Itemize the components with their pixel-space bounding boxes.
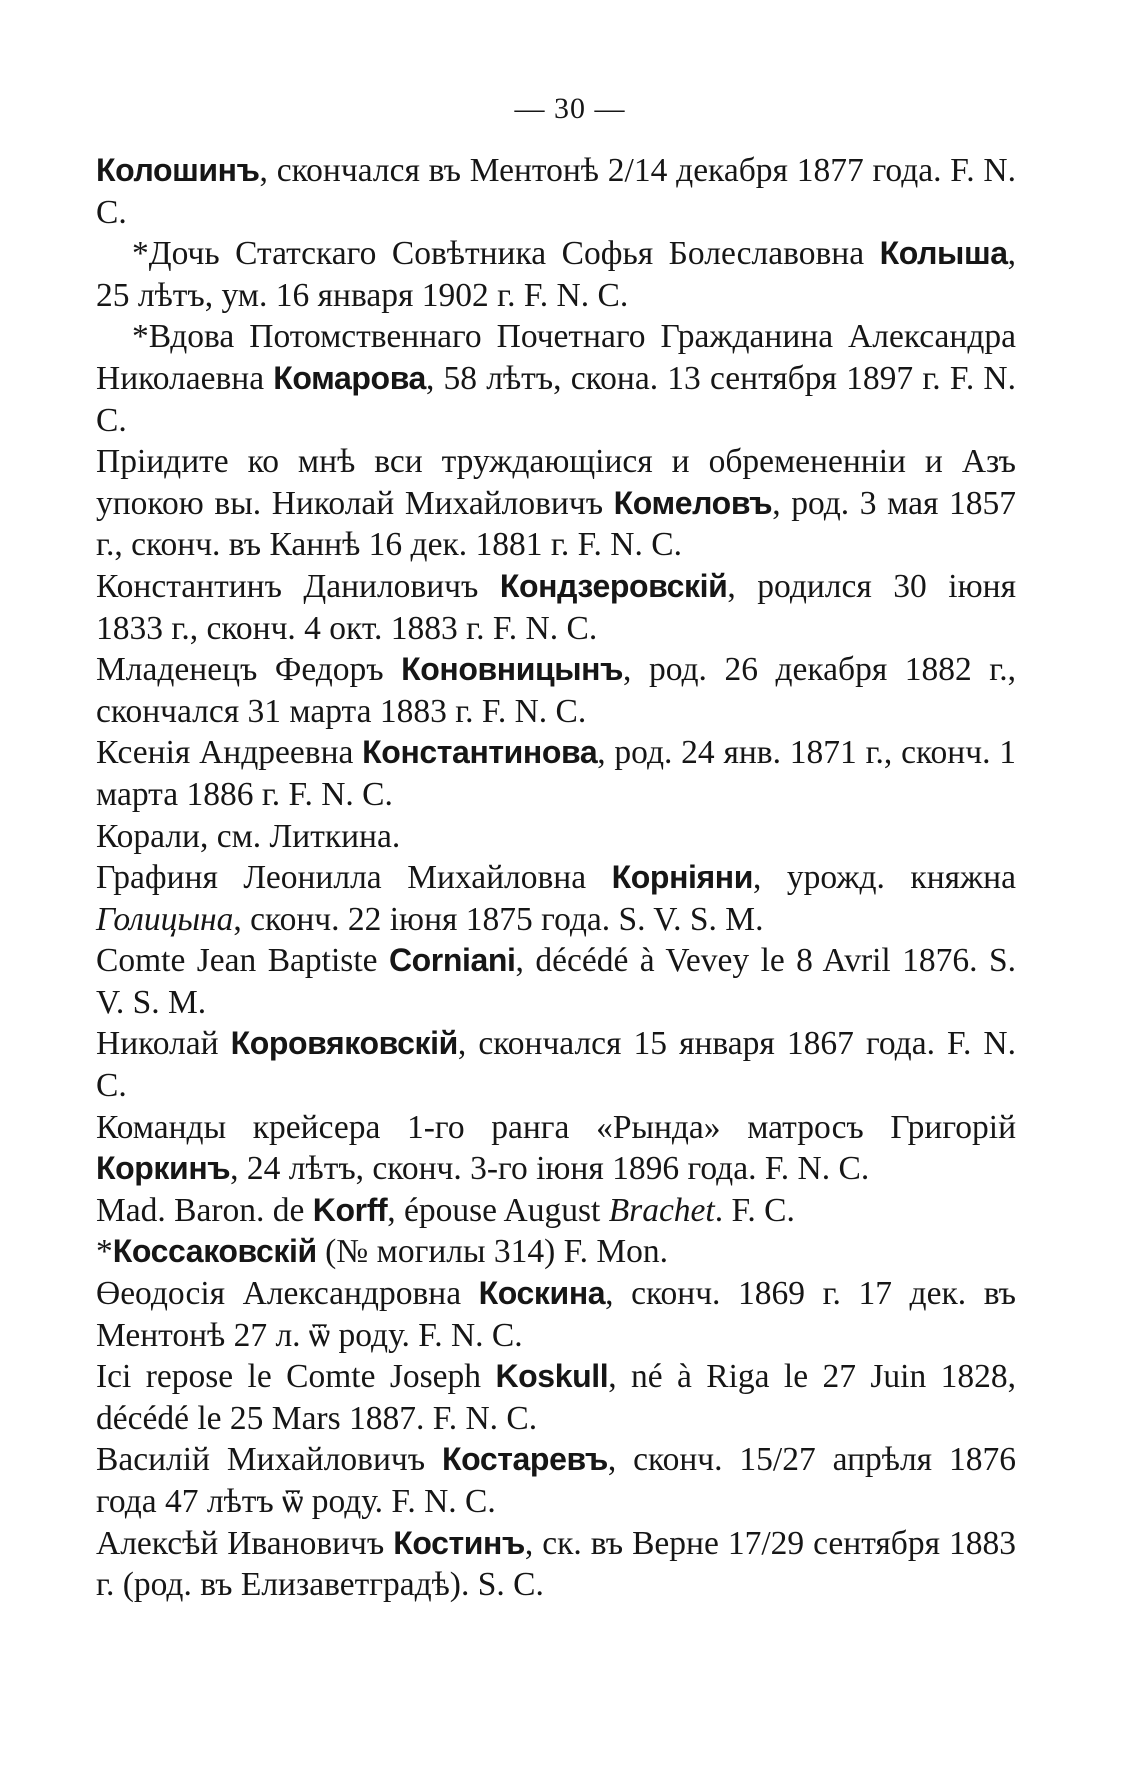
surname: Комеловъ	[613, 484, 773, 521]
entry-text: , скончался 15 января 1867 года. F. N. C.	[96, 1025, 1016, 1105]
entry-kostarev	[96, 1439, 1016, 1522]
entry-text: , 25 лѣтъ, ум. 16 января 1902 г. F. N. C.	[96, 235, 1016, 314]
entry-text: Өеодосія Александровна	[96, 1275, 479, 1313]
entry-text: Младенецъ Федоръ	[96, 651, 402, 689]
entry-kostin	[96, 1523, 1016, 1606]
entry-text: , 58 лѣтъ, скона. 13 сентября 1897 г. F. N. C.	[96, 359, 1016, 439]
surname: Костинъ	[393, 1524, 525, 1561]
entry-text: Пріидите ко мнѣ вси труждающіися и обремененніи и Азъ упокою вы. Николай Михайловичъ	[96, 443, 1016, 522]
entry-text: Ксенія Андреевна	[96, 734, 363, 772]
entry-text: , род. 24 янв. 1871 г., сконч. 1 марта 1886 г. F. N. C.	[96, 734, 1016, 813]
entry-text: , сконч. 1869 г. 17 дек. въ Ментонѣ 27 л. ѿ роду. F. N. C.	[96, 1275, 1016, 1354]
entry-text: *	[96, 1233, 113, 1271]
entry-konstantinova	[96, 732, 1016, 815]
entry-text: , сконч. 22 іюня 1875 года. S. V. S. M.	[233, 900, 764, 938]
entry-korniyani	[96, 857, 1016, 940]
entry-kolysha	[96, 233, 1016, 316]
entry-komarova	[96, 316, 1016, 441]
entry-text: , ск. въ Верне 17/29 сентября 1883 г. (род. въ Елизаветградѣ). S. C.	[96, 1524, 1016, 1604]
entry-konovnitsyn	[96, 649, 1016, 732]
entry-text: , сконч. 15/27 апрѣля 1876 года 47 лѣтъ ѿ роду. F. N. C.	[96, 1441, 1016, 1520]
entry-komelov	[96, 441, 1016, 566]
entry-text: , родился 30 іюня 1833 г., сконч. 4 окт. 1883 г. F. N. C.	[96, 567, 1016, 647]
surname: Комарова	[273, 359, 426, 396]
surname: Колыша	[879, 235, 1008, 272]
entry-koskina	[96, 1273, 1016, 1356]
surname: Korff	[312, 1191, 388, 1228]
italic-name: Голицына	[96, 900, 234, 938]
entry-text: Mad. Baron. de	[96, 1191, 313, 1229]
entry-text: , 24 лѣтъ, сконч. 3-го іюня 1896 года. F. N. C.	[230, 1150, 870, 1188]
entry-kondzerovsky	[96, 566, 1016, 649]
entry-text: , скончался въ Ментонѣ 2/14 декабря 1877 года. F. N. C.	[96, 152, 1016, 231]
entry-korovyakovsky	[96, 1023, 1016, 1106]
entry-text: . F. C.	[714, 1191, 795, 1229]
entry-korkin	[96, 1107, 1016, 1190]
entry-text: *Вдова Потомственнаго Почетнаго Гражданина Александра Николаевна	[96, 318, 1016, 397]
page-number: — 30 —	[514, 92, 626, 125]
surname: Кондзеровскій	[499, 567, 728, 604]
entry-text: Корали, см. Литкина.	[96, 817, 401, 855]
entry-text: Василій Михайловичъ	[96, 1441, 442, 1479]
entry-korff	[96, 1190, 1016, 1232]
entry-koskull	[96, 1356, 1016, 1439]
entry-text: , décédé à Vevey le 8 Avril 1876. S. V. S. M.	[96, 942, 1016, 1021]
entry-text: Ici repose le Comte Joseph	[96, 1358, 496, 1396]
surname: Koskull	[495, 1358, 609, 1395]
surname: Коркинъ	[96, 1150, 231, 1187]
surname: Корніяни	[611, 859, 753, 896]
entry-korali	[96, 816, 1016, 858]
surname: Константинова	[362, 734, 598, 771]
entry-text: Алексѣй Ивановичъ	[96, 1524, 394, 1562]
entry-kossakovsky	[96, 1231, 1016, 1273]
surname: Коскина	[478, 1275, 606, 1312]
entry-text: *Дочь Статскаго Совѣтника Софья Болеславовна	[132, 235, 880, 273]
entry-text: Графиня Леонилла Михайловна	[96, 859, 612, 897]
surname: Corniani	[388, 942, 516, 979]
entry-text: , né à Riga le 27 Juin 1828, décédé le 25 Mars 1887. F. N. C.	[96, 1358, 1017, 1437]
entry-text: Команды крейсера 1-го ранга «Рында» матросъ Григорій	[96, 1108, 1016, 1146]
surname: Коновницынъ	[401, 651, 624, 688]
surname: Коровяковскій	[230, 1025, 458, 1062]
surname: Костаревъ	[442, 1441, 608, 1478]
entry-text: , урожд. княжна	[752, 859, 1016, 897]
entry-text: (№ могилы 314) F. Mon.	[316, 1233, 669, 1271]
entry-koloshin	[96, 150, 1016, 233]
entry-text: Николай	[96, 1025, 231, 1063]
entry-text: Константинъ Даниловичъ	[96, 567, 500, 605]
entry-text: , род. 26 декабря 1882 г., скончался 31 марта 1883 г. F. N. C.	[96, 651, 1016, 730]
entry-corniani	[96, 940, 1016, 1023]
entry-list	[96, 150, 1016, 1606]
italic-name: Brachet	[608, 1191, 715, 1229]
surname: Колошинъ	[96, 152, 260, 188]
surname: Коссаковскій	[112, 1233, 317, 1270]
entry-text: , род. 3 мая 1857 г., сконч. въ Каннѣ 16 дек. 1881 г. F. N. C.	[96, 484, 1016, 564]
entry-text: , épouse August	[387, 1191, 609, 1229]
entry-text: Comte Jean Baptiste	[96, 942, 389, 980]
